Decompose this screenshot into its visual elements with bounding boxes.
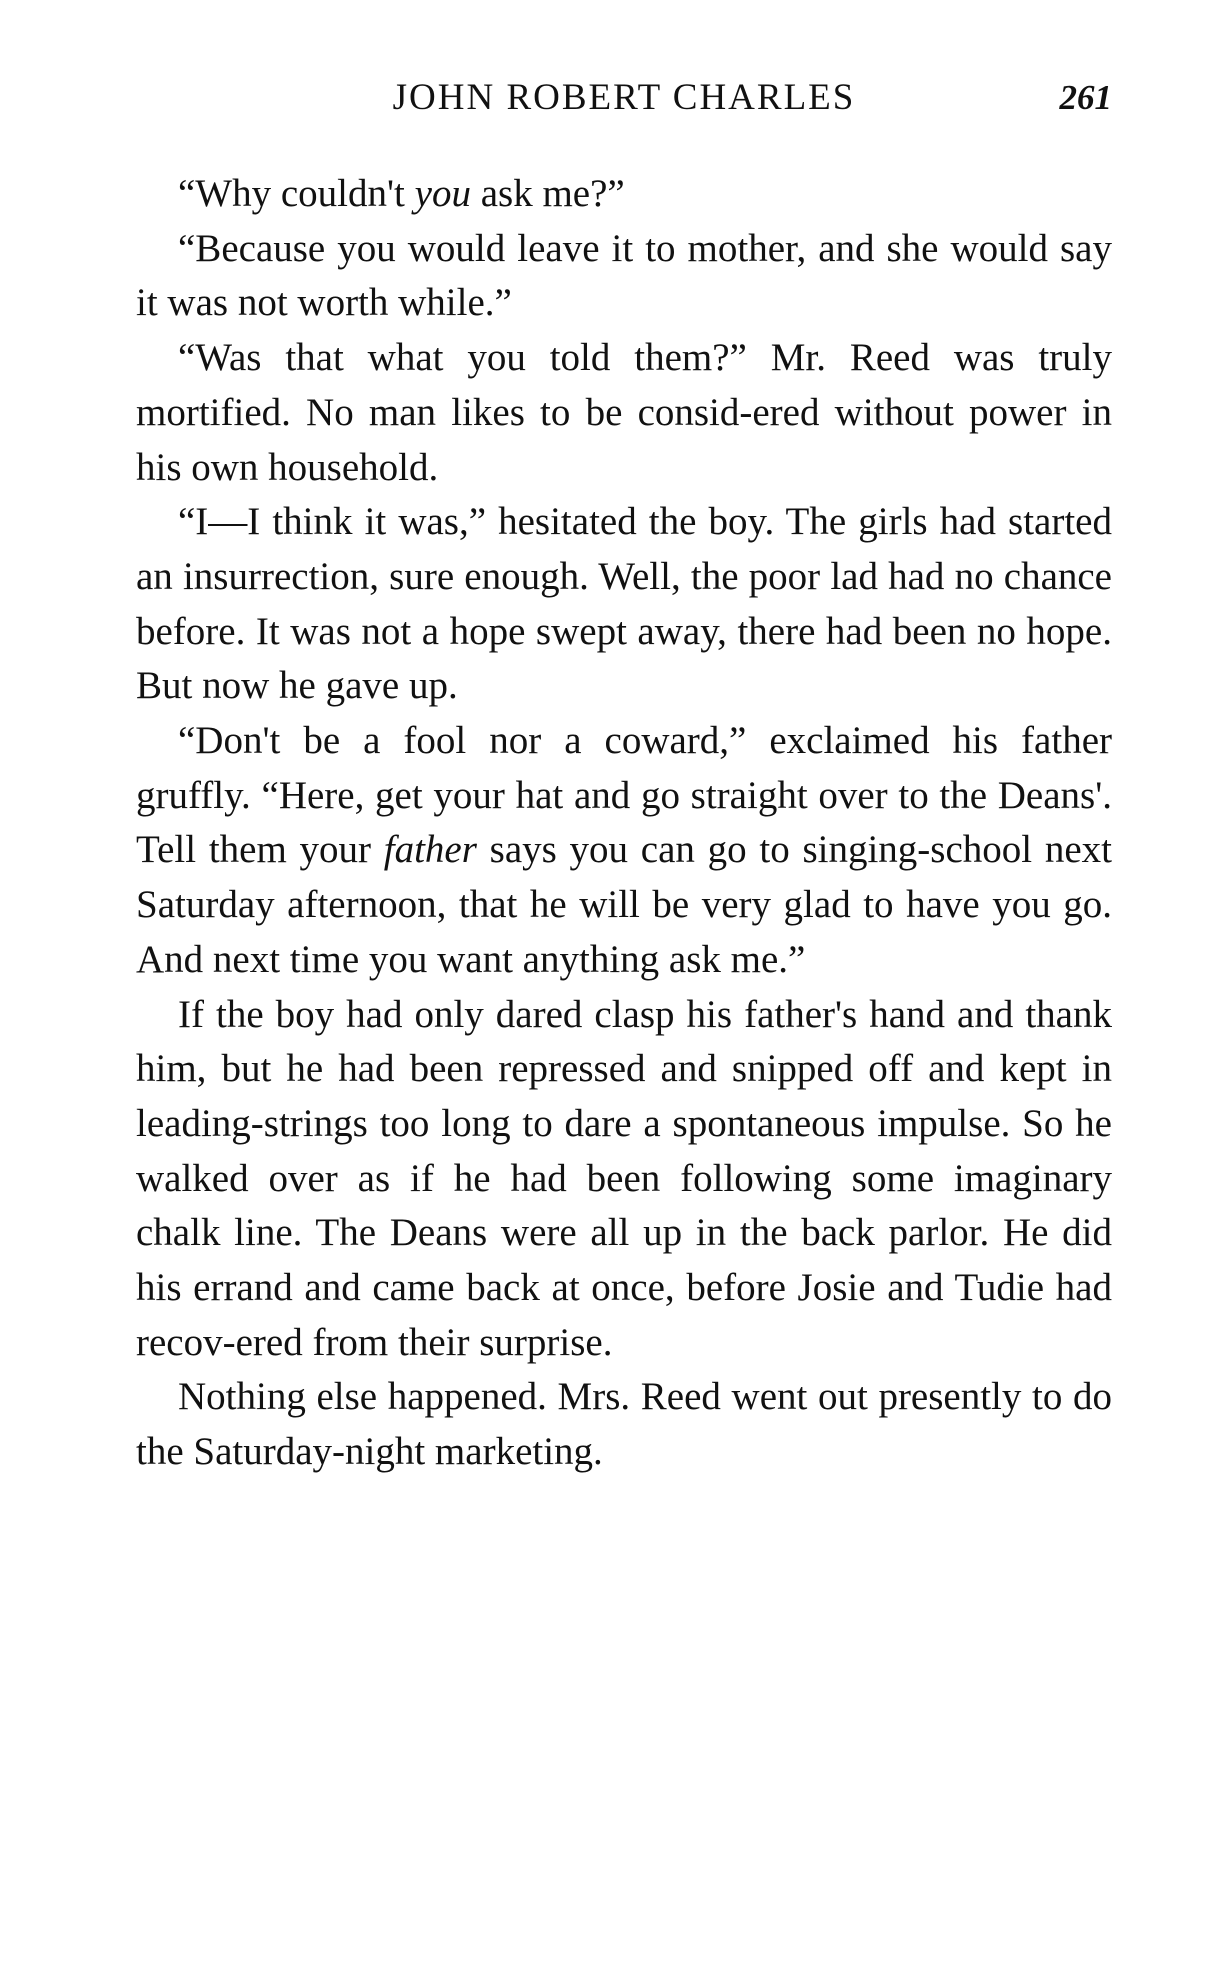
body-text bbox=[136, 167, 1112, 1480]
paragraph-text: Nothing else happened. Mrs. Reed went out presently to do the Saturday-night marketing. bbox=[136, 1375, 1112, 1474]
emphasis-text: father bbox=[383, 828, 477, 872]
paragraph bbox=[136, 331, 1112, 495]
paragraph-text: If the boy had only dared clasp his father's hand and thank him, but he had been repressed and snipped off and kept in leading-strings too long to dare a spontaneous impulse. So he walked over as if he had been following some imaginary chalk line. The Deans were all up in the back parlor. He did his errand and came back at once, before Josie and Tudie had recov-ered from their surprise. bbox=[136, 992, 1112, 1364]
paragraph-text: “I—I think it was,” hesitated the boy. The girls had started an insurrection, sure enough. Well, the poor lad had no chance before. It was not a hope swept away, there had been no hope. But now he gave up. bbox=[136, 500, 1112, 708]
paragraph bbox=[136, 988, 1112, 1371]
paragraph bbox=[136, 714, 1112, 988]
paragraph bbox=[136, 1370, 1112, 1479]
emphasis-text: you bbox=[414, 172, 471, 215]
paragraph bbox=[136, 222, 1112, 331]
paragraph bbox=[136, 167, 1112, 222]
paragraph bbox=[136, 495, 1112, 714]
paragraph-text: “Why couldn't bbox=[178, 172, 415, 215]
paragraph-text: ask me?” bbox=[470, 172, 625, 215]
paragraph-text: “Was that what you told them?” Mr. Reed was truly mortified. No man likes to be consid-ered without power in his own household. bbox=[136, 336, 1112, 489]
running-head bbox=[136, 76, 1112, 126]
paragraph-text: “Don't be a fool nor a coward,” exclaimed his father gruffly. “Here, get your hat and go straight over to the Deans'. Tell them your bbox=[136, 719, 1112, 872]
page-number: 261 bbox=[1059, 78, 1112, 117]
running-title: JOHN ROBERT CHARLES bbox=[392, 77, 856, 118]
paragraph-text: “Because you would leave it to mother, and she would say it was not worth while.” bbox=[136, 226, 1112, 325]
paragraph-text: says you can go to singing-school next Saturday afternoon, that he will be very glad to have you go. And next time you want anything ask me.” bbox=[136, 828, 1112, 981]
